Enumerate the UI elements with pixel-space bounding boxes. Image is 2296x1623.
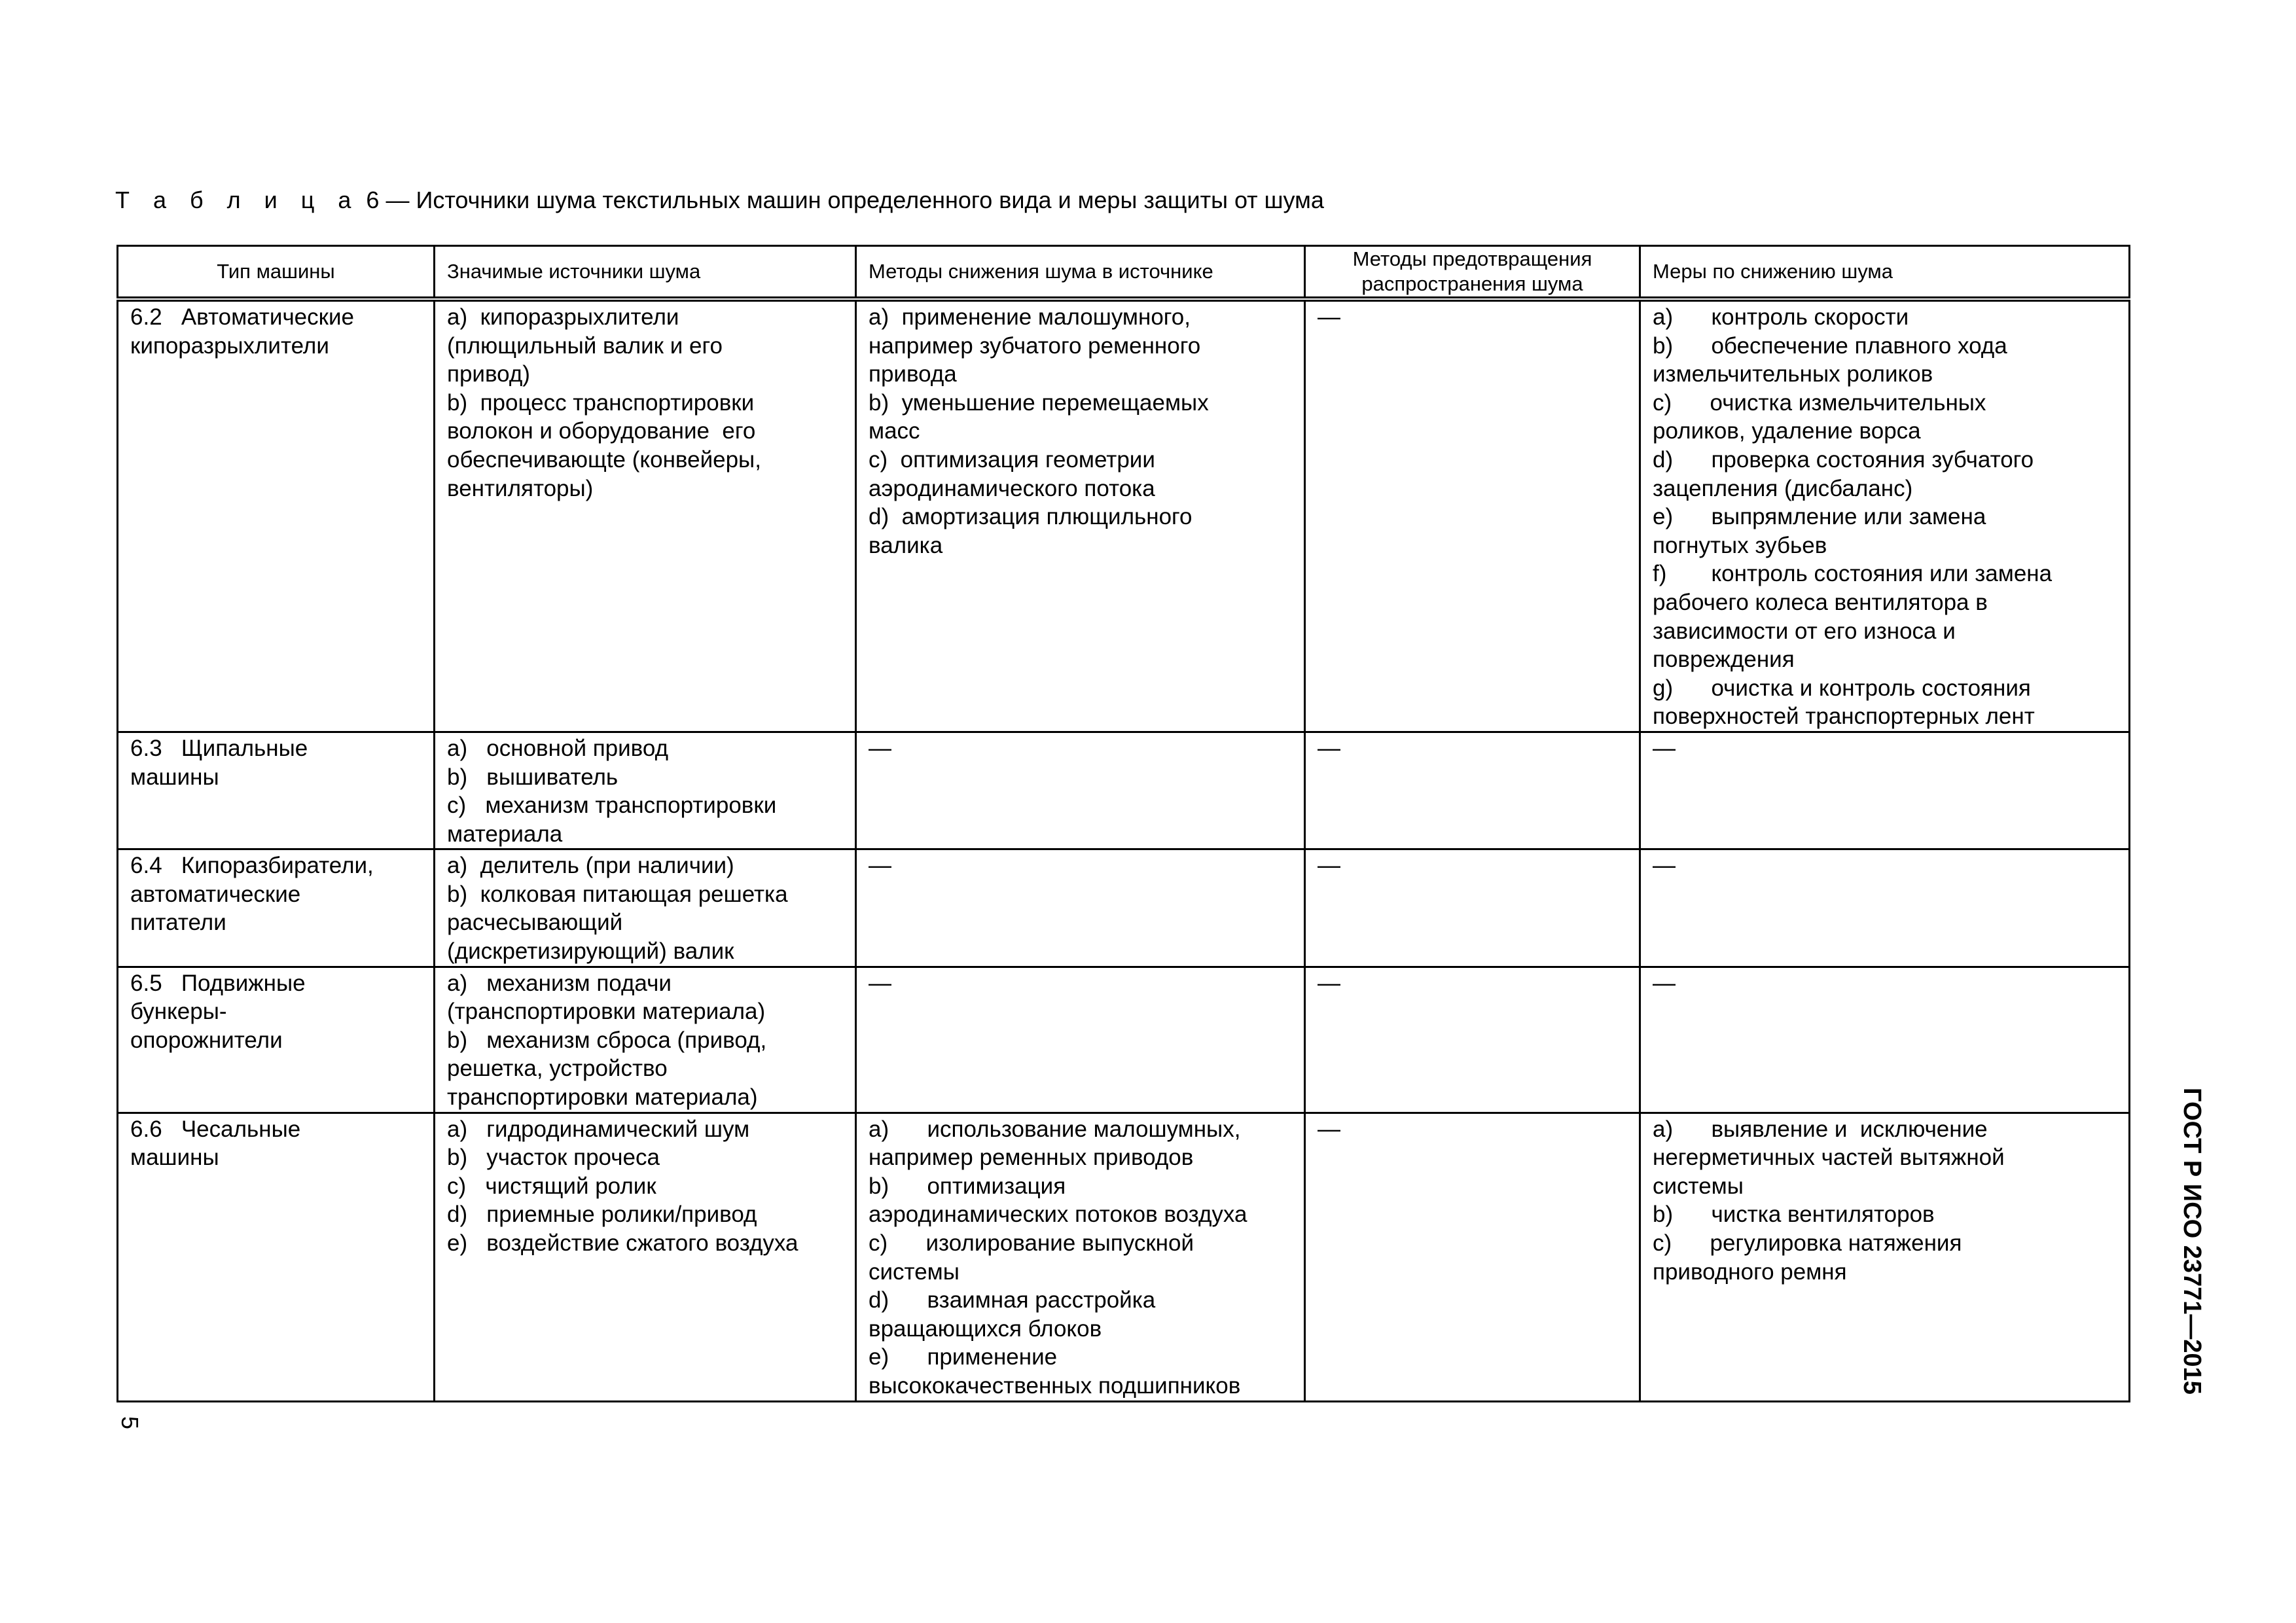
header-noise-sources: Значимые источники шума [435,246,856,300]
text-line: b) обеспечение плавного хода [1653,332,2007,359]
text-line: материала [447,821,563,847]
noise-measures-cell: — [1640,967,2130,1113]
header-propagation-prevention: Методы предотвращения распространения шума [1305,246,1640,300]
text-line: питатели [130,910,226,936]
source-reduction-cell: — [856,967,1305,1113]
source-reduction-cell: — [856,732,1305,849]
text-line: системы [1653,1173,1744,1199]
table-row [118,967,2130,1113]
text-line: поверхностей транспортерных лент [1653,704,2035,730]
text-line: масс [869,418,920,444]
noise-measures-cell [1640,299,2130,732]
text-line: a) выявление и исключение [1653,1116,1988,1142]
text-line: роликов, удаление ворса [1653,418,1921,444]
text-line: вращающихся блоков [869,1315,1102,1342]
text-line: 6.4 Кипоразбиратели, [130,853,374,879]
text-line: рабочего колеса вентилятора в [1653,589,1988,615]
noise-measures-cell: — [1640,849,2130,967]
text-line: высококачественных подшипников [869,1372,1241,1399]
text-line: d) проверка состояния зубчатого [1653,446,2034,473]
text-line: (транспортировки материала) [447,999,766,1025]
text-line: b) процесс транспортировки [447,389,755,416]
text-line: транспортировки материала) [447,1084,758,1111]
text-line: машины [130,764,219,790]
table-row [118,299,2130,732]
noise-measures-cell [1640,1113,2130,1401]
text-line: 6.3 Щипальные [130,735,308,761]
text-line: негерметичных частей вытяжной [1653,1145,2005,1171]
text-line: b) колковая питающая решетка [447,881,788,907]
noise-sources-cell [435,299,856,732]
text-line: d) приемные ролики/привод [447,1202,757,1228]
text-line: машины [130,1145,219,1171]
header-noise-measures: Меры по снижению шума [1640,246,2130,300]
text-line: b) оптимизация [869,1173,1066,1199]
text-line: например зубчатого ременного [869,332,1201,359]
text-line: 6.5 Подвижные [130,970,306,996]
text-line: зависимости от его износа и [1653,618,1956,644]
text-line: b) чистка вентиляторов [1653,1202,1935,1228]
text-line: приводного ремня [1653,1258,1847,1285]
header-source-reduction: Методы снижения шума в источнике [856,246,1305,300]
propagation-prevention-cell: — [1305,732,1640,849]
text-line: (дискретизирующий) валик [447,938,734,965]
text-line: c) чистящий ролик [447,1173,656,1199]
noise-measures-cell: — [1640,732,2130,849]
text-line: привода [869,361,957,387]
text-line: a) использование малошумных, [869,1116,1241,1142]
text-line: c) механизм транспортировки [447,793,777,819]
text-line: c) очистка измельчительных [1653,389,1986,416]
machine-type-cell [118,849,435,967]
text-line: повреждения [1653,647,1795,673]
text-line: e) воздействие сжатого воздуха [447,1230,798,1256]
header-machine-type: Тип машины [118,246,435,300]
text-line: a) контроль скорости [1653,304,1909,330]
text-line: привод) [447,361,530,387]
noise-sources-cell [435,732,856,849]
text-line: зацепления (дисбаланс) [1653,475,1913,501]
text-line: a) кипоразрыхлители [447,304,679,330]
text-line: b) уменьшение перемещаемых [869,389,1209,416]
propagation-prevention-cell: — [1305,967,1640,1113]
text-line: решетка, устройство [447,1056,668,1082]
text-line: a) основной привод [447,735,669,761]
text-line: кипоразрыхлители [130,332,329,359]
source-reduction-cell [856,1113,1305,1401]
table-header-row [118,246,2130,300]
text-line: аэродинамического потока [869,475,1155,501]
table-row [118,849,2130,967]
machine-type-cell [118,299,435,732]
standard-designation: ГОСТ Р ИСО 23771—2015 [2178,1088,2206,1395]
text-line: d) амортизация плющильного [869,504,1193,530]
text-line: измельчительных роликов [1653,361,1933,387]
text-line: a) механизм подачи [447,970,672,996]
propagation-prevention-cell: — [1305,299,1640,732]
text-line: вентиляторы) [447,475,594,501]
text-line: e) применение [869,1344,1058,1370]
text-line: системы [869,1258,960,1285]
noise-sources-cell [435,1113,856,1401]
source-reduction-cell [856,299,1305,732]
text-line: 6.6 Чесальные [130,1116,301,1142]
text-line: валика [869,532,943,558]
page-number: 5 [117,1416,144,1430]
text-line: обеспечивающte (конвейеры, [447,446,761,473]
table-row [118,1113,2130,1401]
propagation-prevention-cell: — [1305,849,1640,967]
text-line: погнутых зубьев [1653,532,1827,558]
table-row [118,732,2130,849]
propagation-prevention-cell: — [1305,1113,1640,1401]
text-line: e) выпрямление или замена [1653,504,1986,530]
text-line: b) механизм сброса (привод, [447,1027,767,1053]
text-line: c) изолирование выпускной [869,1230,1194,1256]
noise-sources-cell [435,967,856,1113]
caption-title: 6 — Источники шума текстильных машин определенного вида и меры защиты от шума [366,187,1324,213]
text-line: автоматические [130,881,301,907]
text-line: b) участок прочеса [447,1145,660,1171]
table-caption [115,185,1324,216]
source-reduction-cell: — [856,849,1305,967]
text-line: c) регулировка натяжения [1653,1230,1962,1256]
text-line: бункеры- [130,999,227,1025]
text-line: g) очистка и контроль состояния [1653,675,2031,701]
text-line: c) оптимизация геометрии [869,446,1155,473]
text-line: a) применение малошумного, [869,304,1191,330]
text-line: d) взаимная расстройка [869,1287,1156,1313]
noise-sources-table [117,245,2130,1402]
machine-type-cell [118,967,435,1113]
text-line: расчесывающий [447,910,623,936]
caption-label: Т а б л и ц а [115,187,360,213]
text-line: a) делитель (при наличии) [447,853,734,879]
noise-sources-cell [435,849,856,967]
text-line: b) вышиватель [447,764,619,790]
text-line: a) гидродинамический шум [447,1116,750,1142]
text-line: волокон и оборудование его [447,418,756,444]
text-line: например ременных приводов [869,1145,1194,1171]
text-line: опорожнители [130,1027,283,1053]
text-line: (плющильный валик и его [447,332,723,359]
text-line: аэродинамических потоков воздуха [869,1202,1247,1228]
machine-type-cell [118,1113,435,1401]
machine-type-cell [118,732,435,849]
text-line: f) контроль состояния или замена [1653,561,2053,587]
text-line: 6.2 Автоматические [130,304,354,330]
